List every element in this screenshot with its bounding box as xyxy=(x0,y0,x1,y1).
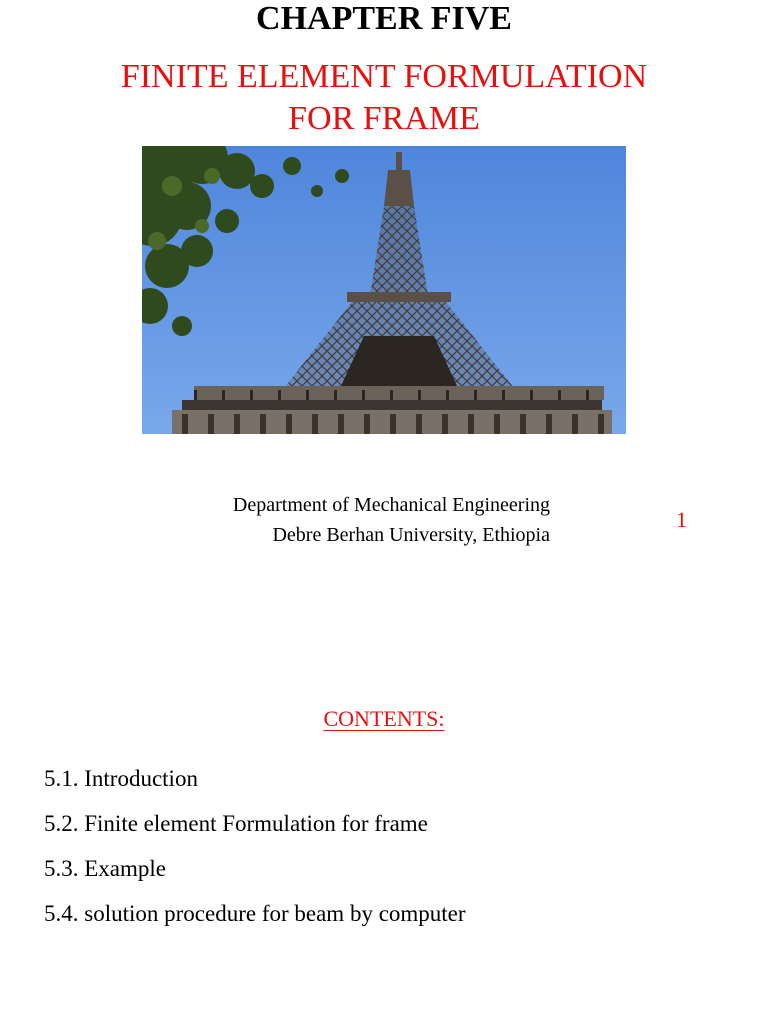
page-number: 1 xyxy=(676,507,687,532)
department-name: Department of Mechanical Engineering xyxy=(232,494,550,516)
eiffel-tower-photo xyxy=(142,146,626,434)
contents-item: 5.4. solution procedure for beam by computer xyxy=(44,901,466,926)
document-title-line-2: FOR FRAME xyxy=(288,100,480,137)
contents-item: 5.1. Introduction xyxy=(44,766,198,791)
document-title xyxy=(0,56,768,140)
contents-item: 5.3. Example xyxy=(44,856,166,881)
contents-item: 5.2. Finite element Formulation for frame xyxy=(44,811,428,836)
contents-list xyxy=(44,764,744,944)
contents-heading: CONTENTS: xyxy=(323,706,445,731)
document-title-line-1: FINITE ELEMENT FORMULATION xyxy=(120,58,648,95)
affiliation xyxy=(160,490,550,550)
university-name: Debre Berhan University, Ethiopia xyxy=(272,524,550,546)
chapter-title: CHAPTER FIVE xyxy=(256,0,512,37)
